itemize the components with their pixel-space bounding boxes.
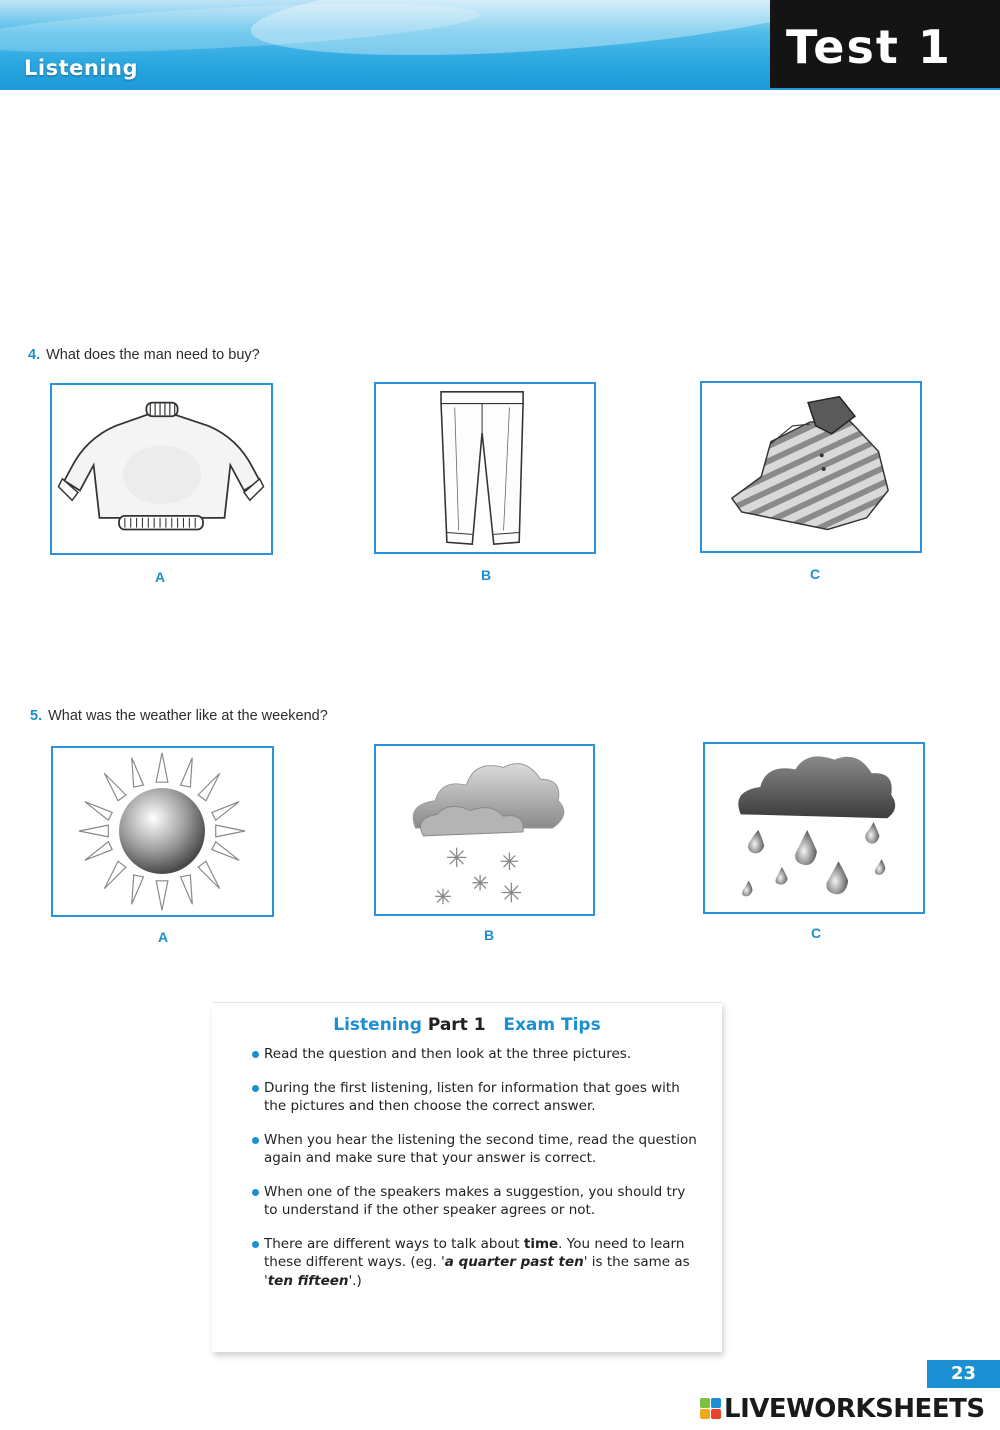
- tip-item: [252, 1235, 702, 1291]
- bullet-icon: [252, 1189, 259, 1196]
- question-5: [30, 708, 328, 724]
- question-text: What does the man need to buy?: [46, 347, 260, 363]
- liveworksheets-brand[interactable]: [700, 1394, 1000, 1424]
- option-5c-picture[interactable]: [703, 742, 925, 914]
- snow-cloud-icon: [376, 746, 593, 914]
- test-label: Test 1: [786, 20, 952, 74]
- tip-example-1: a quarter past ten: [444, 1254, 584, 1270]
- tip-item: [252, 1079, 702, 1116]
- tip-item: [252, 1183, 702, 1220]
- tip-text-pre: There are different ways to talk about: [264, 1235, 524, 1252]
- tip-text-mid2: ' is the same as ': [264, 1254, 690, 1289]
- trousers-icon: [376, 384, 594, 552]
- tip-text: During the first listening, listen for information that goes with the pictures and then choose the correct answer.: [264, 1079, 680, 1114]
- option-4a-picture[interactable]: [50, 383, 273, 555]
- option-5a-label: A: [157, 929, 169, 945]
- tip-text-mid: . You need to learn these different ways. (eg. ': [264, 1235, 685, 1270]
- tip-example-2: ten fifteen: [267, 1272, 349, 1289]
- bullet-icon: [252, 1137, 259, 1144]
- option-5a-picture[interactable]: [51, 746, 274, 917]
- tip-text-bold: time: [523, 1235, 559, 1252]
- option-5b-picture[interactable]: [374, 744, 595, 916]
- bullet-icon: [252, 1241, 259, 1248]
- tips-title-listening: Listening: [333, 1015, 422, 1035]
- tip-text: When one of the speakers makes a suggestion, you should try to understand if the other speaker agrees or not.: [264, 1183, 686, 1218]
- test-badge: [770, 0, 1000, 88]
- tip-text: Read the question and then look at the three pictures.: [264, 1046, 632, 1062]
- option-4a-label: A: [154, 569, 166, 585]
- question-number: 5.: [30, 708, 43, 724]
- question-number: 4.: [28, 347, 41, 363]
- tips-title: [212, 1015, 722, 1035]
- tip-text: When you hear the listening the second time, read the question again and make sure that your answer is correct.: [264, 1131, 697, 1166]
- tips-list: [252, 1045, 702, 1305]
- section-title: Listening: [24, 56, 138, 80]
- rain-cloud-icon: [705, 744, 923, 912]
- bullet-icon: [252, 1085, 259, 1092]
- option-4c-label: C: [809, 566, 821, 582]
- brand-name: LIVEWORKSHEETS: [724, 1394, 985, 1424]
- liveworksheets-logo-icon: [700, 1398, 722, 1420]
- tip-item: [252, 1045, 702, 1064]
- option-4b-picture[interactable]: [374, 382, 596, 554]
- option-5c-label: C: [810, 925, 822, 941]
- option-4b-label: B: [480, 567, 492, 583]
- option-4c-picture[interactable]: [700, 381, 922, 553]
- tips-title-exam-tips: Exam Tips: [503, 1015, 601, 1035]
- striped-shirt-icon: [702, 383, 920, 551]
- tip-item: [252, 1131, 702, 1168]
- page-number: 23: [927, 1360, 1000, 1388]
- question-4: [28, 347, 260, 363]
- tip-text-post: '.): [348, 1272, 362, 1289]
- question-text: What was the weather like at the weekend?: [48, 708, 328, 724]
- sweater-icon: [52, 385, 271, 553]
- tips-title-part: Part 1: [427, 1015, 486, 1035]
- exam-tips-box: [212, 1002, 722, 1352]
- sun-icon: [53, 748, 272, 915]
- option-5b-label: B: [483, 927, 495, 943]
- page-header: [0, 0, 1000, 90]
- bullet-icon: [252, 1051, 259, 1058]
